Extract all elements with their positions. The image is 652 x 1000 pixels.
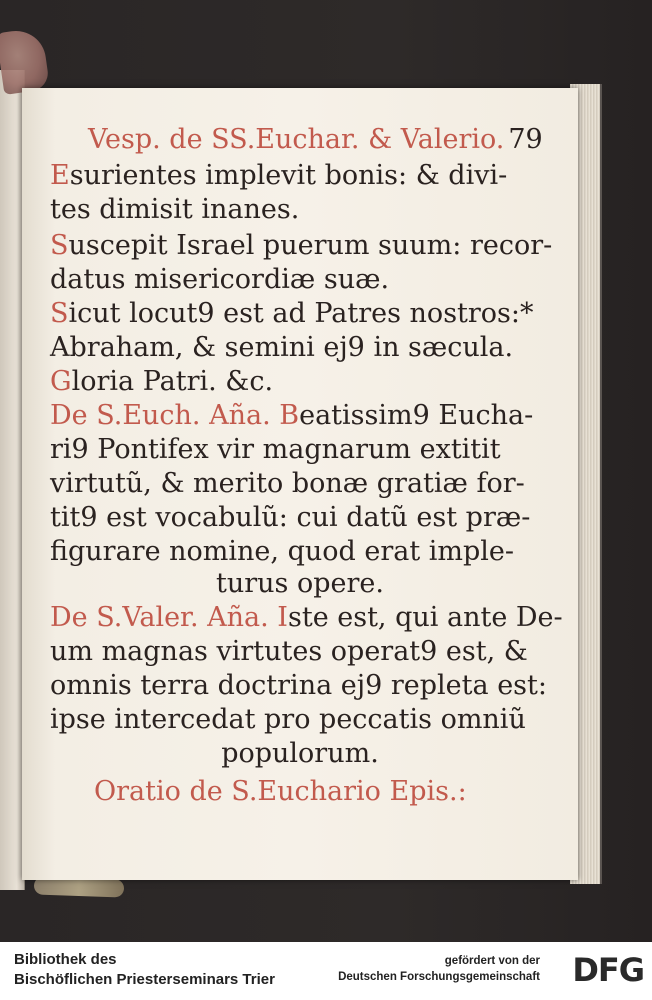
text-line bbox=[50, 434, 501, 465]
rubric-initial: E bbox=[50, 160, 70, 191]
text-line bbox=[50, 366, 273, 397]
text-line bbox=[50, 602, 563, 633]
text-line bbox=[22, 568, 578, 599]
oration-heading bbox=[94, 776, 467, 807]
line-text: figurare nomine, quod erat imple- bbox=[50, 536, 515, 567]
text-line bbox=[50, 670, 547, 701]
line-text: icut locut9 est ad Patres nostros:* bbox=[68, 298, 534, 329]
line-text: ipse intercedat pro peccatis omniũ bbox=[50, 704, 526, 735]
antiphon-rubric: De S.Valer. Aña. I bbox=[50, 602, 288, 633]
rubric-initial: S bbox=[50, 298, 69, 329]
line-text: loria Patri. &c. bbox=[71, 366, 274, 397]
funding-credit bbox=[338, 953, 540, 985]
line-text: tit9 est vocabulũ: cui datũ est præ- bbox=[50, 502, 531, 533]
library-line-1: Bibliothek des bbox=[14, 951, 117, 968]
text-line bbox=[50, 160, 507, 191]
line-text: tes dimisit inanes. bbox=[50, 194, 300, 225]
text-line bbox=[50, 636, 528, 667]
running-header bbox=[88, 124, 543, 155]
line-text: surientes implevit bonis: & divi- bbox=[69, 160, 508, 191]
text-line bbox=[50, 264, 389, 295]
line-text: uscepit Israel puerum suum: recor- bbox=[68, 230, 553, 261]
page-number: 79 bbox=[508, 124, 543, 155]
library-line-2: Bischöflichen Priesterseminars Trier bbox=[14, 971, 275, 988]
text-line bbox=[50, 298, 534, 329]
line-text: omnis terra doctrina ej9 repleta est: bbox=[50, 670, 547, 701]
line-text: populorum. bbox=[221, 738, 379, 769]
dfg-logo: DFG bbox=[572, 951, 644, 989]
text-line bbox=[50, 536, 514, 567]
line-text: eatissim9 Eucha- bbox=[299, 400, 534, 431]
line-text: Abraham, & semini ej9 in sæcula. bbox=[50, 332, 514, 363]
text-line bbox=[50, 230, 552, 261]
book-page bbox=[22, 88, 578, 880]
line-text: um magnas virtutes operat9 est, & bbox=[50, 636, 528, 667]
line-text: datus misericordiæ suæ. bbox=[50, 264, 390, 295]
library-credit bbox=[14, 950, 275, 990]
line-text: turus opere. bbox=[216, 568, 384, 599]
line-text: ste est, qui ante De- bbox=[287, 602, 563, 633]
line-text: virtutũ, & merito bonæ gratiæ for- bbox=[50, 468, 525, 499]
header-title: Vesp. de SS.Euchar. & Valerio. bbox=[88, 124, 505, 155]
text-line bbox=[50, 332, 513, 363]
funding-line-2: Deutschen Forschungsgemeinschaft bbox=[338, 971, 540, 983]
footer-bar bbox=[0, 942, 652, 1000]
rubric-initial: S bbox=[50, 230, 69, 261]
page-text bbox=[22, 88, 578, 880]
text-line bbox=[50, 194, 299, 225]
line-text: ri9 Pontifex vir magnarum extitit bbox=[50, 434, 501, 465]
text-line bbox=[50, 704, 526, 735]
text-line bbox=[50, 468, 525, 499]
text-line bbox=[50, 502, 530, 533]
text-line bbox=[50, 400, 533, 431]
funding-line-1: gefördert von der bbox=[444, 955, 540, 967]
antiphon-rubric: De S.Euch. Aña. B bbox=[50, 400, 300, 431]
rubric-initial: G bbox=[50, 366, 72, 397]
text-line bbox=[22, 738, 578, 769]
oration-text: Oratio de S.Euchario Epis.: bbox=[94, 776, 467, 807]
